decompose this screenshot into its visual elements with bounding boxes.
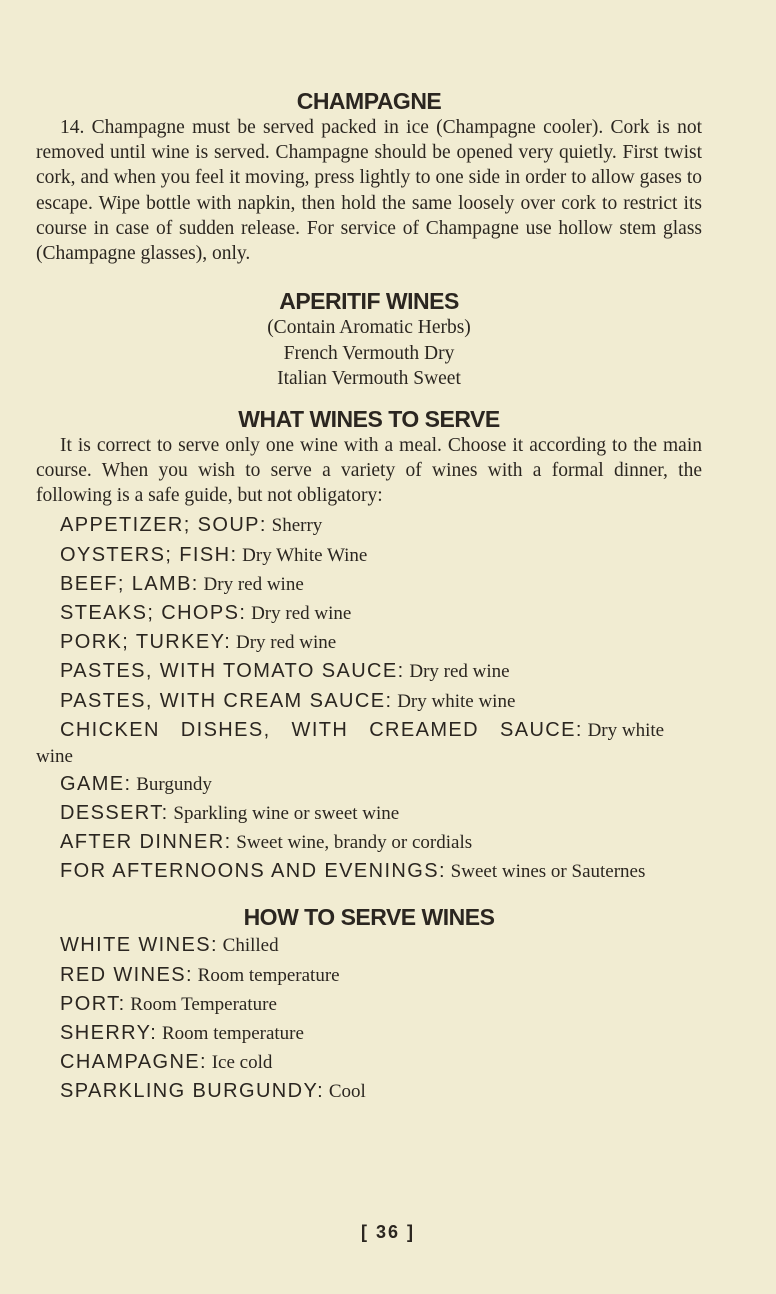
list-item: STEAKS; CHOPS: Dry red wine	[60, 601, 352, 624]
what-to-serve-heading: WHAT WINES TO SERVE	[238, 405, 500, 432]
list-item: PASTES, WITH CREAM SAUCE: Dry white wine	[60, 689, 516, 712]
list-item: SHERRY: Room temperature	[60, 1021, 304, 1044]
list-item: GAME: Burgundy	[60, 772, 212, 795]
aperitif-line: (Contain Aromatic Herbs)	[267, 317, 471, 339]
list-item: AFTER DINNER: Sweet wine, brandy or cordials	[60, 831, 473, 854]
list-item: BEEF; LAMB: Dry red wine	[60, 572, 304, 595]
list-item: FOR AFTERNOONS AND EVENINGS: Sweet wines or Sauternes	[60, 860, 646, 883]
list-item: PASTES, WITH TOMATO SAUCE: Dry red wine	[60, 660, 510, 683]
pairing-list	[36, 511, 702, 884]
serving-temperature-list	[36, 931, 702, 1106]
how-to-serve-heading: HOW TO SERVE WINES	[243, 904, 495, 931]
list-item: OYSTERS; FISH: Dry White Wine	[60, 543, 368, 566]
page-number: [ 36 ]	[360, 1222, 415, 1242]
list-item: SPARKLING BURGUNDY: Cool	[60, 1080, 366, 1103]
champagne-paragraph: 14. Champagne must be served packed in ice (Champagne cooler). Cork is not removed until wine is served. Champagne should be opened very quietly. First twist cork, and when you feel it moving, press lightly to one side in order to allow gases to escape. Wipe bottle with napkin, then hold the same loosely over cork to restrict its course in case of sudden release. For service of Champagne use hollow stem glass (Champagne glasses), only.	[36, 117, 702, 265]
list-item: WHITE WINES: Chilled	[60, 934, 279, 957]
list-item: CHAMPAGNE: Ice cold	[60, 1051, 273, 1074]
aperitif-line: Italian Vermouth Sweet	[277, 368, 461, 390]
list-item: RED WINES: Room temperature	[60, 963, 340, 986]
list-item: PORT: Room Temperature	[60, 992, 277, 1015]
champagne-heading: CHAMPAGNE	[296, 88, 442, 114]
list-item: PORK; TURKEY: Dry red wine	[60, 631, 337, 654]
list-item: CHICKEN DISHES, WITH CREAMED SAUCE: Dry white wine	[36, 718, 665, 767]
list-item: APPETIZER; SOUP: Sherry	[60, 514, 323, 537]
aperitif-list	[36, 315, 702, 392]
aperitif-line: French Vermouth Dry	[283, 342, 455, 364]
what-to-serve-paragraph: It is correct to serve only one wine with a meal. Choose it according to the main course. When you wish to serve a variety of wines with a formal dinner, the following is a safe guide, but not obligatory:	[36, 434, 702, 507]
page-content	[36, 88, 702, 1107]
list-item: DESSERT: Sparkling wine or sweet wine	[60, 801, 400, 824]
aperitif-heading: APERITIF WINES	[279, 288, 459, 315]
